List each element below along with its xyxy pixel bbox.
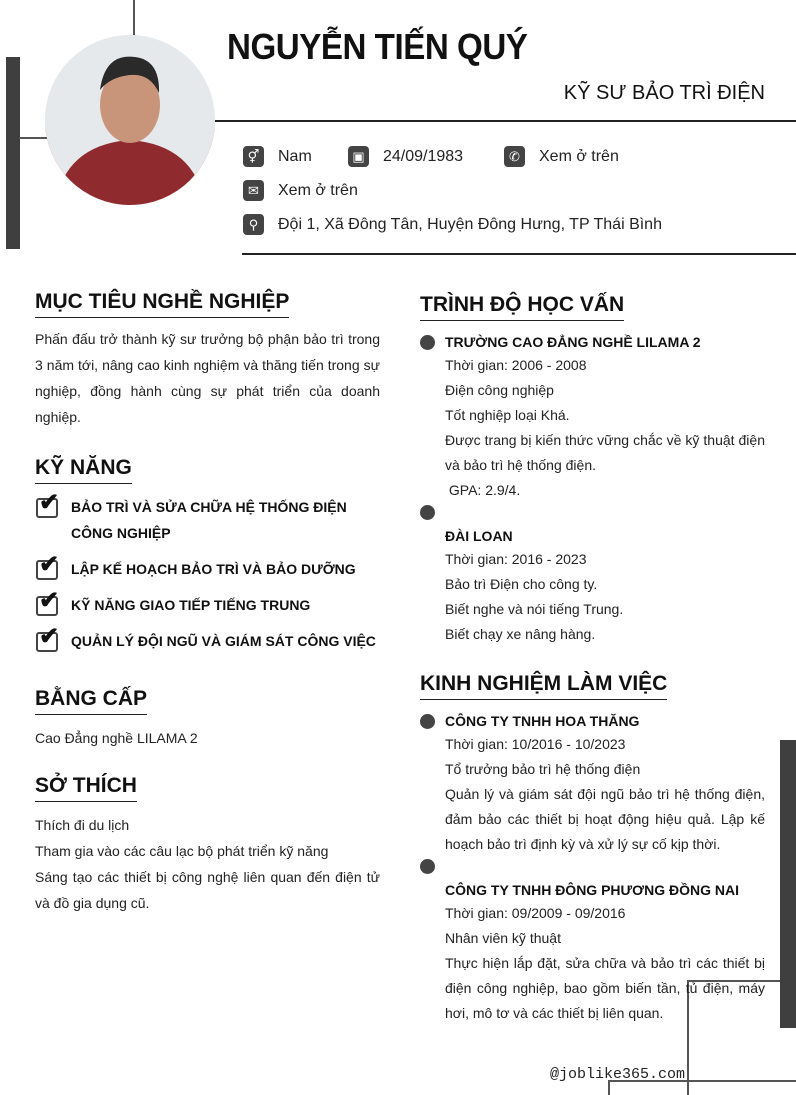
email-info bbox=[243, 180, 358, 201]
education-section bbox=[420, 293, 769, 657]
item-detail: GPA: 2.9/4. bbox=[445, 482, 521, 498]
item-title: CÔNG TY TNHH HOA THĂNG bbox=[445, 713, 640, 729]
hobby-item: Thích đi du lịch bbox=[35, 817, 130, 833]
checkbox-icon: ✔ bbox=[35, 628, 63, 654]
gender-value: Nam bbox=[278, 147, 312, 165]
divider bbox=[242, 253, 796, 255]
hobbies-section bbox=[35, 774, 380, 916]
phone-info bbox=[504, 146, 619, 167]
section-title: KỸ NĂNG bbox=[35, 456, 132, 484]
left-accent-bar bbox=[6, 57, 20, 249]
checkbox-icon: ✔ bbox=[35, 556, 63, 582]
divider bbox=[133, 0, 135, 36]
phone-icon: ✆ bbox=[504, 146, 525, 167]
candidate-name: NGUYỄN TIẾN QUÝ bbox=[227, 26, 528, 67]
section-title: TRÌNH ĐỘ HỌC VẤN bbox=[420, 293, 624, 321]
education-item bbox=[420, 331, 769, 503]
section-title: SỞ THÍCH bbox=[35, 774, 137, 802]
item-detail: Quản lý và giám sát đội ngũ bảo trì hệ thống điện, đảm bảo các thiết bị hoạt động hiệu quả. Lập kế hoạch bảo trì định kỳ và xử lý sự cố kịp thời. bbox=[445, 786, 769, 852]
item-detail: Tổ trưởng bảo trì hệ thống điện bbox=[445, 761, 641, 777]
certificate-item: Cao Đẳng nghề LILAMA 2 bbox=[35, 730, 198, 746]
skill-label: LẬP KẾ HOẠCH BẢO TRÌ VÀ BẢO DƯỠNG bbox=[71, 561, 356, 577]
phone-value: Xem ở trên bbox=[539, 147, 619, 165]
address-value: Đội 1, Xã Đông Tân, Huyện Đông Hưng, TP Thái Bình bbox=[278, 215, 662, 233]
item-time: Thời gian: 10/2016 - 10/2023 bbox=[445, 736, 626, 752]
hobby-item: Sáng tạo các thiết bị công nghệ liên quan đến điện tử và đồ gia dụng cũ. bbox=[35, 869, 380, 911]
calendar-icon: ▣ bbox=[348, 146, 369, 167]
section-title: MỤC TIÊU NGHỀ NGHIỆP bbox=[35, 290, 289, 318]
right-accent-bar bbox=[780, 740, 796, 1028]
birthday-info bbox=[348, 146, 463, 167]
item-time: Thời gian: 2006 - 2008 bbox=[445, 357, 587, 373]
skill-item bbox=[35, 623, 380, 654]
bullet-icon bbox=[420, 859, 435, 874]
experience-item bbox=[420, 867, 769, 1026]
item-detail: Được trang bị kiến thức vững chắc về kỹ thuật điện và bảo trì hệ thống điện. bbox=[445, 432, 769, 473]
section-title: BẰNG CẤP bbox=[35, 687, 147, 715]
item-title: TRƯỜNG CAO ĐẲNG NGHỀ LILAMA 2 bbox=[445, 334, 701, 350]
checkbox-icon: ✔ bbox=[35, 494, 63, 520]
experience-item bbox=[420, 710, 769, 857]
skill-label: BẢO TRÌ VÀ SỬA CHỮA HỆ THỐNG ĐIỆN CÔNG NGHIỆP bbox=[71, 499, 347, 541]
avatar bbox=[45, 35, 215, 205]
experience-section bbox=[420, 672, 769, 1036]
email-icon: ✉ bbox=[243, 180, 264, 201]
hobby-item: Tham gia vào các câu lạc bộ phát triển kỹ năng bbox=[35, 843, 329, 859]
skill-item bbox=[35, 551, 380, 582]
section-title: KINH NGHIỆM LÀM VIỆC bbox=[420, 672, 667, 700]
watermark: @joblike365.com bbox=[550, 1066, 686, 1083]
objective-section bbox=[35, 290, 380, 430]
gender-icon: ⚥ bbox=[243, 146, 264, 167]
item-detail: Biết chạy xe nâng hàng. bbox=[445, 626, 596, 642]
objective-text: Phấn đấu trở thành kỹ sư trưởng bộ phận bảo trì trong 3 năm tới, nâng cao kinh nghiệm và thăng tiến trong sự nghiệp, đồng hành cùng sự phát triển của doanh nghiệp. bbox=[35, 331, 380, 425]
checkbox-icon: ✔ bbox=[35, 592, 63, 618]
bullet-icon bbox=[420, 335, 435, 350]
divider bbox=[215, 120, 796, 122]
address-info bbox=[243, 214, 662, 235]
item-detail: Bảo trì Điện cho công ty. bbox=[445, 576, 598, 592]
education-item bbox=[420, 513, 765, 647]
item-title: CÔNG TY TNHH ĐÔNG PHƯƠNG ĐỒNG NAI bbox=[445, 882, 739, 898]
item-detail: Thực hiện lắp đặt, sửa chữa và bảo trì các thiết bị điện công nghiệp, bao gồm biến tần, tủ điện, máy hơi, mô tơ và các thiết bị liên quan. bbox=[445, 955, 769, 1021]
skill-label: KỸ NĂNG GIAO TIẾP TIẾNG TRUNG bbox=[71, 597, 311, 613]
divider bbox=[19, 137, 47, 139]
item-time: Thời gian: 2016 - 2023 bbox=[445, 551, 587, 567]
skills-section bbox=[35, 456, 380, 664]
item-title: ĐÀI LOAN bbox=[445, 528, 513, 544]
certificates-section bbox=[35, 687, 380, 751]
skill-item bbox=[35, 489, 380, 546]
gender-info bbox=[243, 146, 312, 167]
item-detail: Biết nghe và nói tiếng Trung. bbox=[445, 601, 624, 617]
job-title: KỸ SƯ BẢO TRÌ ĐIỆN bbox=[563, 82, 765, 104]
item-detail: Tốt nghiệp loại Khá. bbox=[445, 407, 570, 423]
item-detail: Nhân viên kỹ thuật bbox=[445, 930, 561, 946]
bullet-icon bbox=[420, 714, 435, 729]
item-detail: Điện công nghiệp bbox=[445, 382, 554, 398]
birthday-value: 24/09/1983 bbox=[383, 147, 464, 165]
skill-item bbox=[35, 587, 380, 618]
location-icon: ⚲ bbox=[243, 214, 264, 235]
skill-label: QUẢN LÝ ĐỘI NGŨ VÀ GIÁM SÁT CÔNG VIỆC bbox=[71, 633, 376, 649]
item-time: Thời gian: 09/2009 - 09/2016 bbox=[445, 905, 626, 921]
bullet-icon bbox=[420, 505, 435, 520]
email-value: Xem ở trên bbox=[278, 181, 358, 199]
